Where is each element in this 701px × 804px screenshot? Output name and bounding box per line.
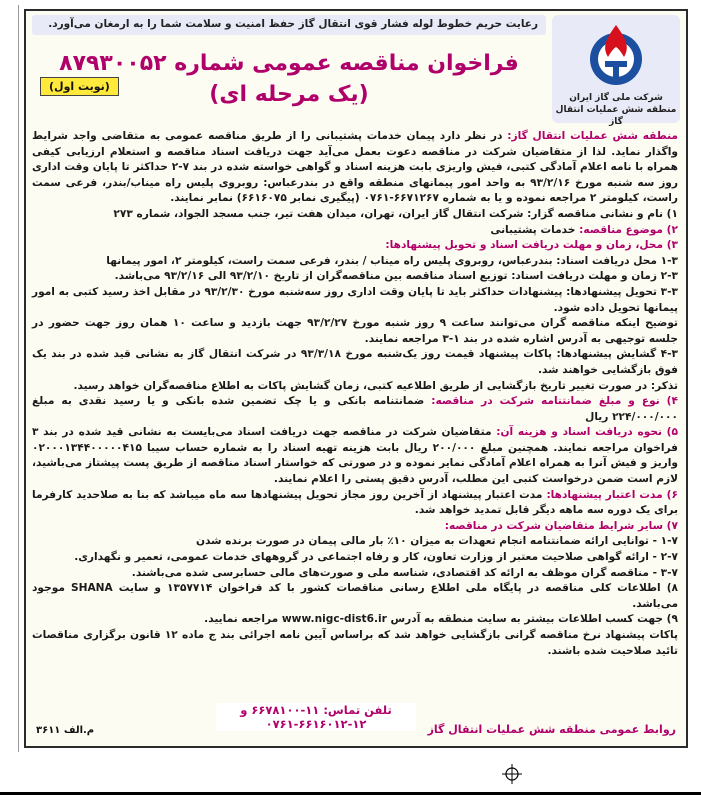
item-9: ۹) جهت کسب اطلاعات بیشتر به سایت منطقه به آدرس www.nigc-dist6.ir مراجعه نمایید. <box>204 613 678 626</box>
item-1: ۱) نام و نشانی مناقصه گزار: شرکت انتقال گاز ایران، تهران، میدان هفت تیر، جنب مسجد الجواد، شماره ۲۷۳ <box>113 207 678 220</box>
item-5 <box>32 425 678 487</box>
logo-company-name: شرکت ملی گاز ایران <box>569 93 663 103</box>
contact-phone: تلفن تماس: ۱۱-۶۶۷۸۱۰۰ و ۱۲-۶۶۱۶۰۱۲-۰۷۶۱ <box>216 703 416 731</box>
crop-line <box>0 792 701 795</box>
item-7-1: ۱-۷ - توانایی ارائه ضمانتنامه انجام تعهدات به میزان ۱۰٪ بار مالی پیمان در صورت برنده شدن <box>196 535 678 548</box>
item-2-label: ۲) موضوع مناقصه: <box>579 223 678 236</box>
item-2 <box>32 223 678 239</box>
item-3-1: ۱-۳ محل دریافت اسناد: بندرعباس، روبروی پلیس راه میناب / بندر، فرعی سمت راست، کیلومتر ۲، امور پیمانها <box>106 254 678 267</box>
item-6 <box>32 488 678 519</box>
item-4-text: ضمانتنامه بانکی و یا چک تضمین شده بانکی و یا رسید نقدی به مبلغ ۲۲۴/۰۰۰/۰۰۰ ریال <box>32 395 678 423</box>
item-3-label: ۳) محل، زمان و مهلت دریافت اسناد و تحویل پیشنهادها: <box>385 239 678 252</box>
ad-reference-number: م.الف ۳۶۱۱ <box>36 725 95 736</box>
tender-body <box>32 129 678 659</box>
public-relations-signature: روابط عمومی منطقه شش عملیات انتقال گاز <box>427 723 676 736</box>
intro-text: در نظر دارد پیمان خدمات پشتیبانی را از طریق مناقصه عمومی به متقاضی واجد شرایط واگذار نماید. لذا از متقاضیان شرکت در مناقصه دعوت بعمل می‌آید جهت دریافت اسناد مناقصه و استعلام ارزیابی کیفی همراه با نامه اعلام آمادگی کتبی، فیش واریزی بابت هزینه اسناد و گواهی خواسته شده در بند ۷-۲ حداکثر تا پایان وقت اداری روز سه شنبه مورخ ۹۳/۲/۱۶ به واحد امور پیمانهای منطقه واقع در بندرعباس: روبروی پلیس راه میناب/بندر، فرعی سمت راست، کیلومتر ۲ مراجعه نموده و یا به شماره ۶۶۷۱۲۶۷-۰۷۶۱ (پیگیری نمابر ۶۶۱۶۰۷۵) نمابر نمایند. <box>32 130 678 205</box>
registration-mark-icon <box>502 764 522 784</box>
item-3-3: ۳-۳ تحویل پیشنهادها: پیشنهادات حداکثر باید تا پایان وقت اداری روز سه‌شنبه مورخ ۹۳/۲/۳۰ در مقابل اخذ رسید کتبی به امور پیمانها تحویل داده شود. <box>32 285 678 314</box>
note-2: تذکر: در صورت تغییر تاریخ بازگشایی از طریق اطلاعیه کتبی، زمان گشایش پاکات به اطلاع مناقصه‌گران خواهد رسید. <box>73 379 678 392</box>
item-3-2: ۲-۳ زمان و مهلت دریافت اسناد: توزیع اسناد مناقصه بین مناقصه‌گران از تاریخ ۹۳/۲/۱۰ الی ۹۳/۲/۱۶ می‌باشد. <box>114 270 678 283</box>
closing-paragraph: پاکات پیشنهاد نرخ مناقصه گرانی بازگشایی خواهد شد که براساس آیین نامه اجرائی بند ج ماده ۱۲ قانون برگزاری مناقصات تائید صلاحیت شده باشند. <box>32 629 678 657</box>
safety-banner: رعایت حریم خطوط لوله فشار قوی انتقال گاز حفظ امنیت و سلامت شما را به ارمغان می‌آورد. <box>32 15 546 35</box>
round-badge: (نوبت اول) <box>40 77 119 96</box>
logo-region-name: منطقه شش عملیات انتقال گاز <box>555 105 677 127</box>
item-3-4: ۴-۳ گشایش پیشنهادها: پاکات پیشنهاد قیمت روز یک‌شنبه مورخ ۹۳/۳/۱۸ در شرکت انتقال گاز به نشانی قید شده در بند یک فوق بازگشایی خواهند شد. <box>32 348 678 376</box>
intro-paragraph <box>32 129 678 207</box>
item-6-label: ۶) مدت اعتبار پیشنهادها: <box>546 488 678 501</box>
company-logo <box>552 15 680 127</box>
tender-subtitle: (یک مرحله ای) <box>209 82 369 107</box>
item-2-text: خدمات پشتیبانی <box>490 223 576 236</box>
item-6-text: مدت اعتبار پیشنهاد از آخرین روز مجاز تحویل پیشنهادها سه ماه میباشد که بنا به صلاحدید کارفرما برای یک دوره سه ماهه دیگر قابل تمدید خواهد شد. <box>32 488 678 517</box>
item-4 <box>32 394 678 425</box>
item-5-label: ۵) نحوه دریافت اسناد و هزینه آن: <box>496 426 678 439</box>
item-7-3: ۳-۷ - مناقصه گران موظف به ارائه کد اقتصادی، شناسه ملی و صورت‌های مالی حسابرسی شده می‌باشند. <box>131 566 678 579</box>
item-4-label: ۴) نوع و مبلغ ضمانتنامه شرکت در مناقصه: <box>431 395 678 408</box>
note-1: توضیح اینکه مناقصه گران می‌توانند ساعت ۹ روز شنبه مورخ ۹۳/۲/۲۷ جهت بازدید و ساعت ۱۰ همان روز جهت حضور در جلسه توجیهی به آدرس اشاره شده در بند ۱-۳ مراجعه نمایند. <box>32 317 678 345</box>
intro-lead: منطقه شش عملیات انتقال گاز: <box>507 130 678 142</box>
item-8: ۸) اطلاعات کلی مناقصه در پایگاه ملی اطلاع رسانی مناقصات کشور با کد فراخوان ۱۳۵۷۷۱۴ و سایت SHANA موجود می‌باشد. <box>32 582 679 610</box>
item-7-label: ۷) سایر شرایط متقاضیان شرکت در مناقصه: <box>444 519 678 532</box>
item-5-text: متقاضیان شرکت در مناقصه جهت دریافت اسناد می‌بایست به نشانی قید شده در بند ۳ فراخوان مراجعه نمایند. همچنین مبلغ ۲۰۰/۰۰۰ ریال بابت هزینه تهیه اسناد را به شماره حساب سیبا ۰۲۰۰۰۱۳۴۴۰۰۰۰۰۴۱۵ واریز و فیش آنرا به همراه اعلام آمادگی نمایر نموده و در صورتی که خواستار اسناد مناقصه از طریق پست پیشتاز می‌باشید، لازم است ضمن درخواست کتبی این مطلب، آدرس دقیق پستی را اعلام نمایند. <box>32 426 678 486</box>
tender-title: فراخوان مناقصه عمومی شماره ۸۷۹۳۰۰۵۲ <box>59 51 519 76</box>
gas-flame-icon <box>580 19 652 89</box>
ad-frame <box>24 9 688 748</box>
item-7-2: ۲-۷ - ارائه گواهی صلاحیت معتبر از وزارت تعاون، کار و رفاه اجتماعی در گروههای خدمات عمومی، تعمیر و نگهداری. <box>74 551 678 564</box>
